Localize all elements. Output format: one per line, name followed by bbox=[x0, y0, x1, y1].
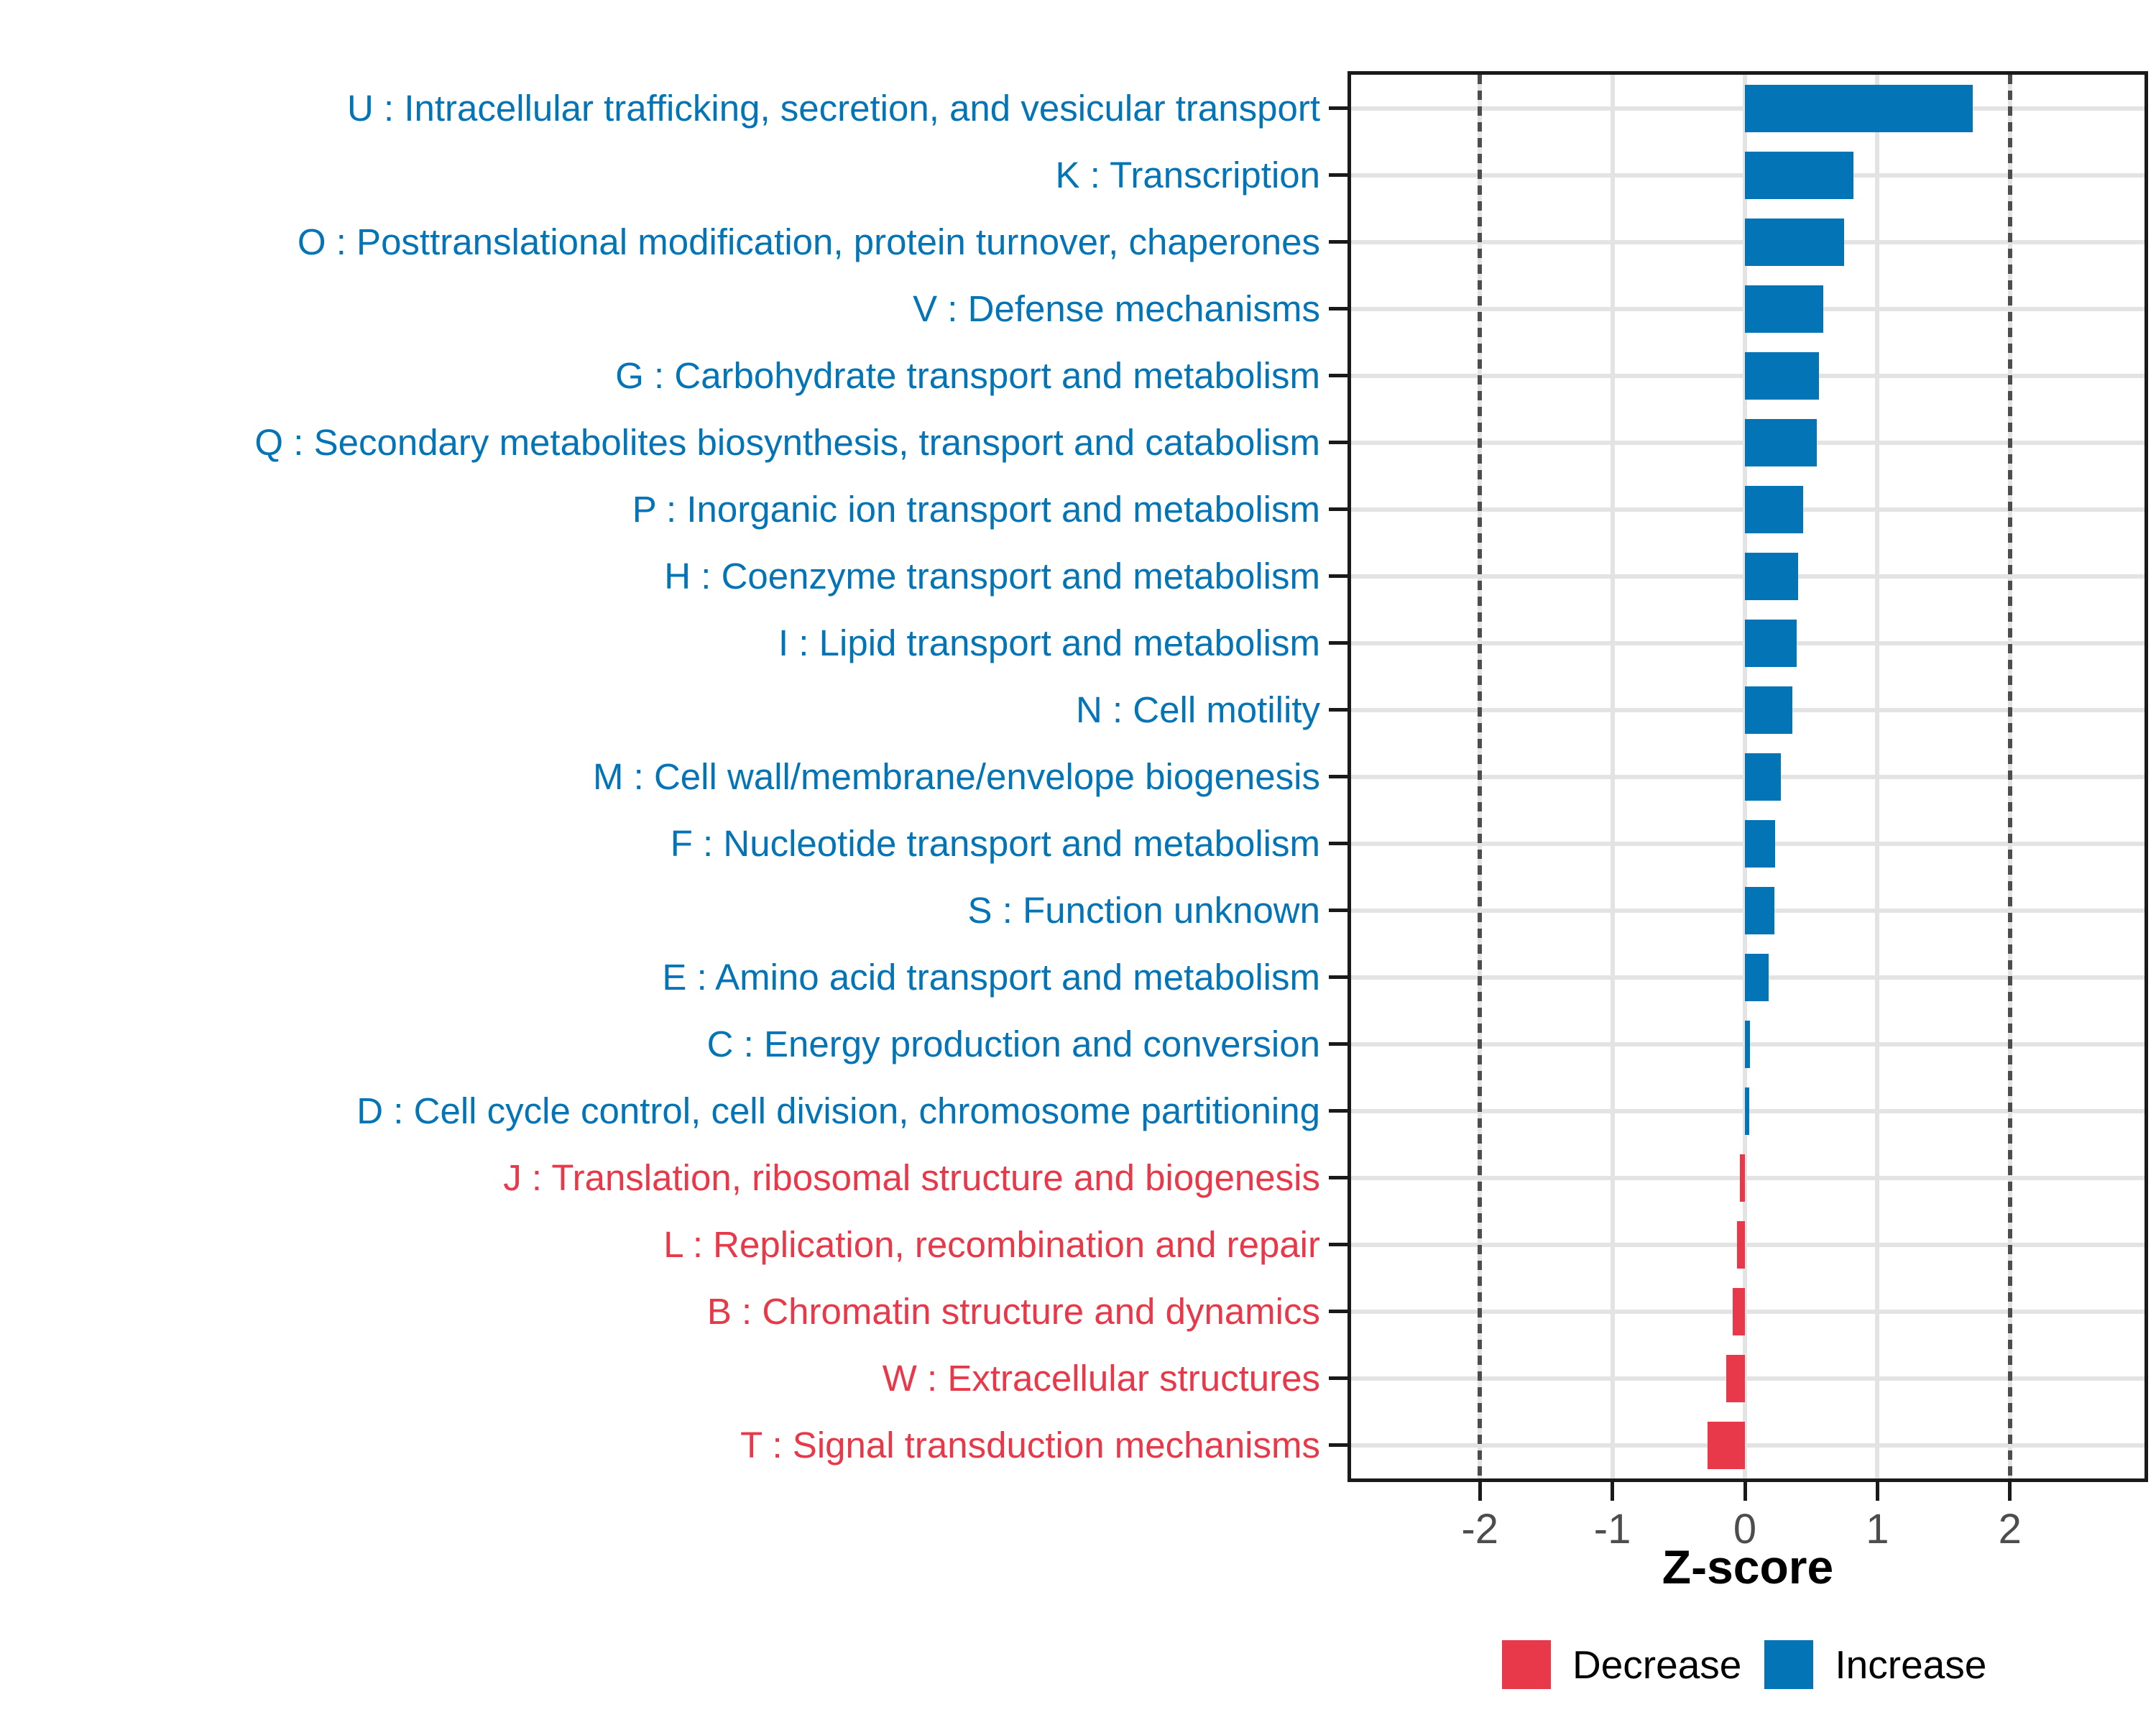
h-gridline bbox=[1351, 1243, 2145, 1247]
legend bbox=[1502, 1640, 2009, 1689]
bar-S bbox=[1745, 887, 1774, 934]
bar-O bbox=[1745, 218, 1844, 266]
v-gridline bbox=[1875, 75, 1879, 1478]
h-gridline bbox=[1351, 1376, 2145, 1381]
category-label-B: B : Chromatin structure and dynamics bbox=[706, 1290, 1320, 1332]
y-tick bbox=[1329, 775, 1348, 778]
y-tick bbox=[1329, 708, 1348, 712]
x-axis-title: Z-score bbox=[1662, 1540, 1834, 1593]
category-label-V: V : Defense mechanisms bbox=[913, 288, 1320, 329]
legend-item-increase bbox=[1764, 1640, 1986, 1689]
y-tick bbox=[1329, 1376, 1348, 1380]
y-tick bbox=[1329, 374, 1348, 377]
category-label-P: P : Inorganic ion transport and metabolism bbox=[632, 488, 1320, 530]
y-tick bbox=[1329, 240, 1348, 244]
x-tick bbox=[1876, 1482, 1879, 1501]
legend-item-decrease bbox=[1502, 1640, 1741, 1689]
y-tick bbox=[1329, 1443, 1348, 1447]
y-tick bbox=[1329, 908, 1348, 912]
increase-color-swatch bbox=[1764, 1640, 1813, 1689]
y-tick bbox=[1329, 441, 1348, 444]
category-label-N: N : Cell motility bbox=[1075, 689, 1320, 730]
bar-D bbox=[1745, 1087, 1749, 1135]
y-tick bbox=[1329, 307, 1348, 310]
bar-W bbox=[1726, 1355, 1745, 1402]
legend-label-decrease: Decrease bbox=[1572, 1642, 1742, 1687]
bar-B bbox=[1733, 1288, 1745, 1335]
category-label-O: O : Posttranslational modification, protein turnover, chaperones bbox=[297, 221, 1320, 262]
h-gridline bbox=[1351, 1176, 2145, 1180]
bar-J bbox=[1740, 1154, 1745, 1202]
y-tick bbox=[1329, 842, 1348, 845]
category-label-D: D : Cell cycle control, cell division, chromosome partitioning bbox=[356, 1090, 1320, 1131]
x-tick-label: 0 bbox=[1733, 1506, 1757, 1552]
threshold-line bbox=[2008, 75, 2012, 1478]
plot-panel bbox=[1348, 71, 2148, 1482]
category-label-L: L : Replication, recombination and repair bbox=[663, 1223, 1320, 1265]
x-tick-label: -2 bbox=[1461, 1506, 1498, 1552]
h-gridline bbox=[1351, 1310, 2145, 1314]
category-label-J: J : Translation, ribosomal structure and biogenesis bbox=[503, 1156, 1320, 1198]
x-tick-label: -1 bbox=[1593, 1506, 1631, 1552]
v-gridline bbox=[1611, 75, 1615, 1478]
category-label-F: F : Nucleotide transport and metabolism bbox=[670, 822, 1320, 864]
bar-V bbox=[1745, 285, 1823, 333]
bar-L bbox=[1737, 1221, 1745, 1269]
y-tick bbox=[1329, 641, 1348, 645]
bar-C bbox=[1745, 1021, 1750, 1068]
bar-E bbox=[1745, 954, 1769, 1001]
category-label-M: M : Cell wall/membrane/envelope biogenesis bbox=[592, 755, 1320, 797]
y-tick bbox=[1329, 106, 1348, 110]
category-label-W: W : Extracellular structures bbox=[882, 1357, 1320, 1399]
threshold-line bbox=[1478, 75, 1482, 1478]
bar-Q bbox=[1745, 419, 1817, 466]
x-tick-label: 2 bbox=[1998, 1506, 2022, 1552]
bar-I bbox=[1745, 620, 1797, 667]
x-tick bbox=[1478, 1482, 1482, 1501]
category-label-I: I : Lipid transport and metabolism bbox=[778, 622, 1320, 663]
x-tick bbox=[1743, 1482, 1747, 1501]
bar-U bbox=[1745, 85, 1973, 132]
decrease-color-swatch bbox=[1502, 1640, 1551, 1689]
x-tick bbox=[1611, 1482, 1614, 1501]
y-tick bbox=[1329, 1176, 1348, 1179]
y-tick bbox=[1329, 507, 1348, 511]
bar-F bbox=[1745, 820, 1775, 868]
bar-H bbox=[1745, 553, 1798, 600]
x-tick bbox=[2008, 1482, 2012, 1501]
category-label-U: U : Intracellular trafficking, secretion, and vesicular transport bbox=[347, 87, 1320, 129]
category-label-T: T : Signal transduction mechanisms bbox=[740, 1424, 1320, 1466]
category-label-H: H : Coenzyme transport and metabolism bbox=[664, 555, 1320, 597]
bar-M bbox=[1745, 753, 1781, 801]
x-tick-label: 1 bbox=[1866, 1506, 1889, 1552]
bar-T bbox=[1708, 1422, 1745, 1469]
category-label-G: G : Carbohydrate transport and metabolism bbox=[615, 354, 1320, 396]
category-label-Q: Q : Secondary metabolites biosynthesis, transport and catabolism bbox=[254, 421, 1320, 463]
category-label-S: S : Function unknown bbox=[967, 889, 1320, 931]
y-tick bbox=[1329, 173, 1348, 177]
y-tick bbox=[1329, 975, 1348, 979]
category-label-E: E : Amino acid transport and metabolism bbox=[662, 956, 1320, 998]
y-tick bbox=[1329, 1042, 1348, 1046]
bar-N bbox=[1745, 686, 1792, 734]
bar-G bbox=[1745, 352, 1819, 400]
bar-P bbox=[1745, 486, 1803, 533]
legend-label-increase: Increase bbox=[1835, 1642, 1987, 1687]
h-gridline bbox=[1351, 1443, 2145, 1448]
y-tick bbox=[1329, 1310, 1348, 1313]
bar-K bbox=[1745, 152, 1853, 199]
category-label-C: C : Energy production and conversion bbox=[706, 1023, 1320, 1064]
category-label-K: K : Transcription bbox=[1055, 154, 1320, 196]
y-tick bbox=[1329, 1109, 1348, 1113]
y-tick bbox=[1329, 574, 1348, 578]
y-tick bbox=[1329, 1243, 1348, 1246]
